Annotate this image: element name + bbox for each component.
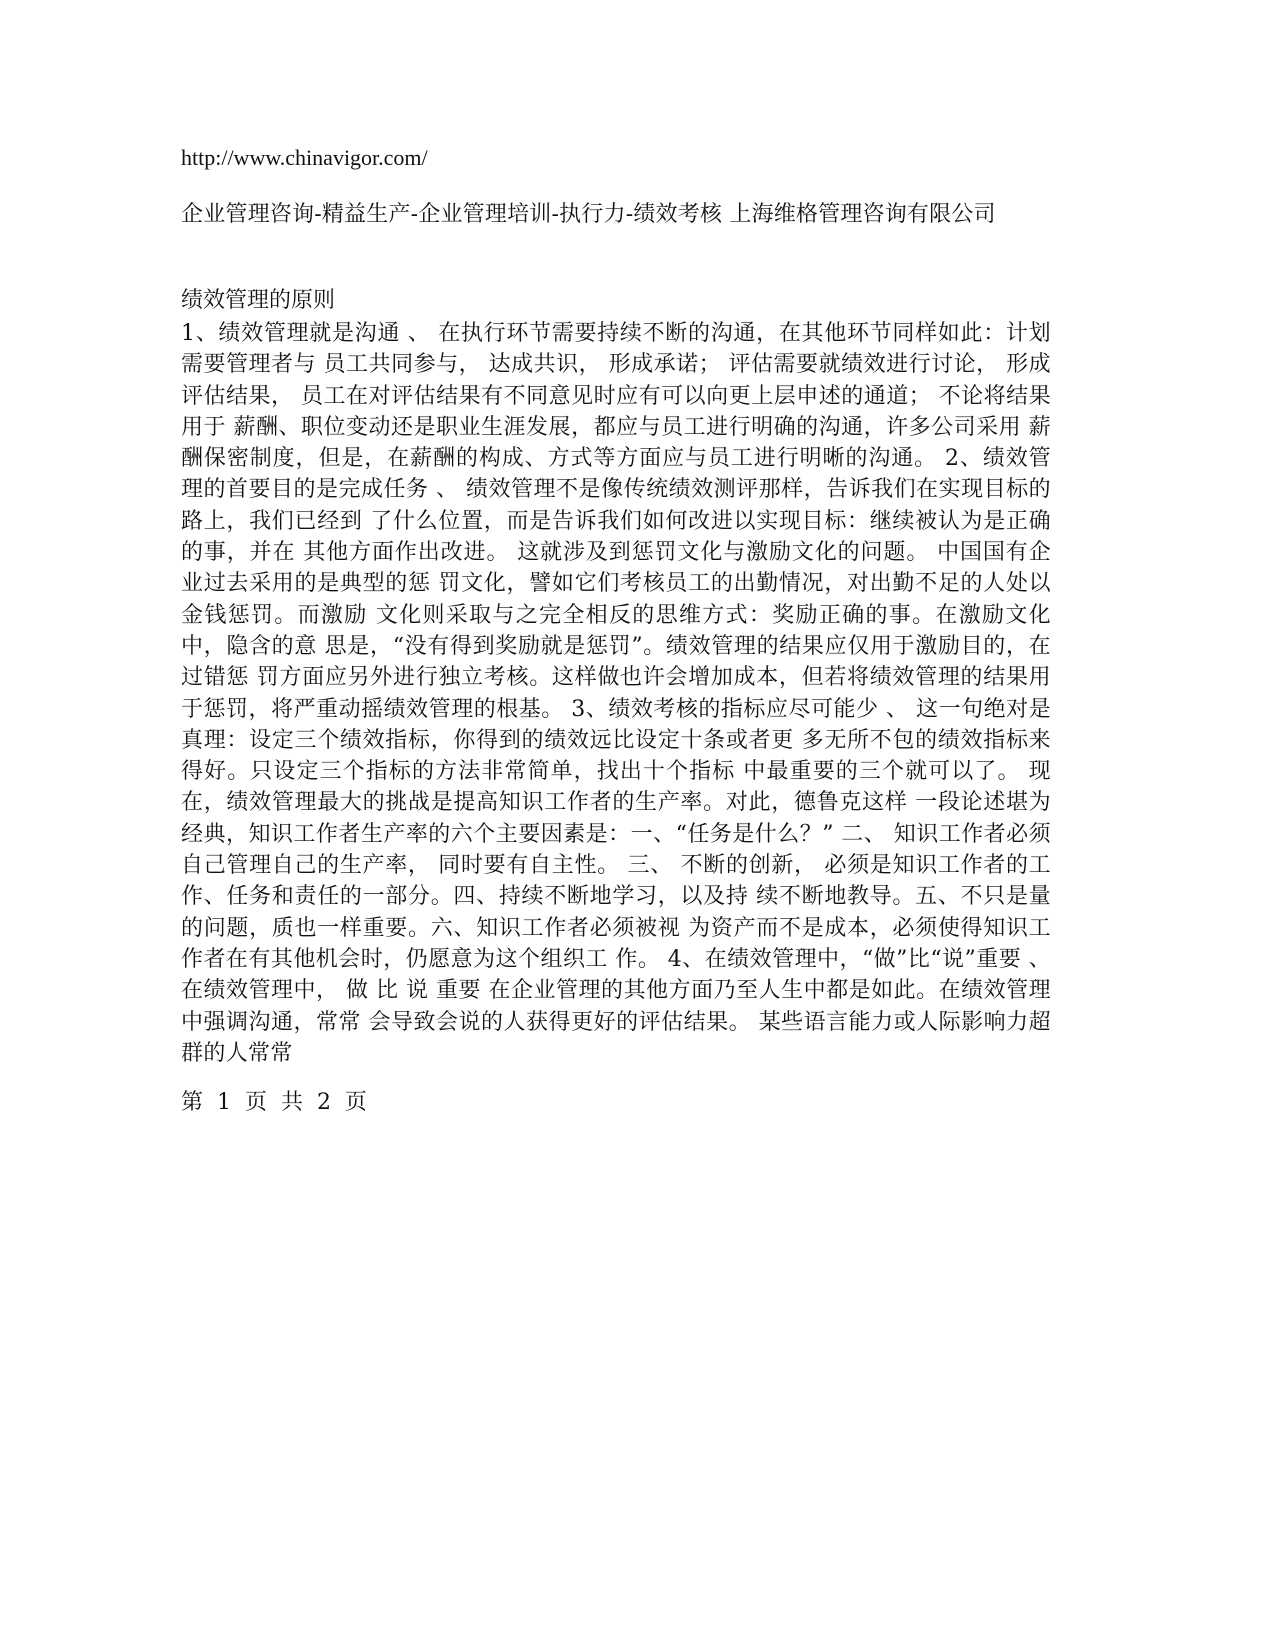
page-number-footer: 第 1 页 共 2 页 [181, 1090, 367, 1115]
document-subtitle: 企业管理咨询-精益生产-企业管理培训-执行力-绩效考核 上海维格管理咨询有限公司 [181, 202, 996, 227]
document-heading: 绩效管理的原则 [181, 288, 336, 313]
source-url: http://www.chinavigor.com/ [181, 145, 428, 170]
body-paragraph: 1、绩效管理就是沟通 、 在执行环节需要持续不断的沟通，在其他环节同样如此：计划需要管理者与 员工共同参与， 达成共识， 形成承诺； 评估需要就绩效进行讨论， 形成评估结果， 员工在对评估结果有不同意见时应有可以向更上层申述的通道； 不论将结果用于 薪酬、职位变动还是职业生涯发展，都应与员工进行明确的沟通，许多公司采用 薪酬保密制度，但是，在薪酬的构成、方式等方面应与员工进行明晰的沟通。 2、绩效管理的首要目的是完成任务 、 绩效管理不是像传统绩效测评那样，告诉我们在实现目标的路上，我们已经到 了什么位置，而是告诉我们如何改进以实现目标：继续被认为是正确的事，并在 其他方面作出改进。 这就涉及到惩罚文化与激励文化的问题。 中国国有企业过去采用的是典型的惩 罚文化，譬如它们考核员工的出勤情况，对出勤不足的人处以金钱惩罚。而激励 文化则采取与之完全相反的思维方式：奖励正确的事。在激励文化中，隐含的意 思是，“没有得到奖励就是惩罚”。绩效管理的结果应仅用于激励目的，在过错惩 罚方面应另外进行独立考核。这样做也许会增加成本，但若将绩效管理的结果用 于惩罚，将严重动摇绩效管理的根基。 3、绩效考核的指标应尽可能少 、 这一句绝对是真理：设定三个绩效指标，你得到的绩效远比设定十条或者更 多无所不包的绩效指标来得好。只设定三个指标的方法非常简单，找出十个指标 中最重要的三个就可以了。 现在，绩效管理最大的挑战是提高知识工作者的生产率。对此，德鲁克这样 一段论述堪为经典，知识工作者生产率的六个主要因素是：一、“任务是什么？” 二、 知识工作者必须自己管理自己的生产率， 同时要有自主性。 三、 不断的创新， 必须是知识工作者的工作、任务和责任的一部分。四、持续不断地学习，以及持 续不断地教导。五、不只是量的问题，质也一样重要。六、知识工作者必须被视 为资产而不是成本，必须使得知识工作者在有其他机会时，仍愿意为这个组织工 作。 4、在绩效管理中，“做”比“说”重要 、在绩效管理中， 做 比 说 重要 在企业管理的其他方面乃至人生中都是如此。在绩效管理中强调沟通，常常 会导致会说的人获得更好的评估结果。 某些语言能力或人际影响力超群的人常常 [181, 321, 1051, 1066]
